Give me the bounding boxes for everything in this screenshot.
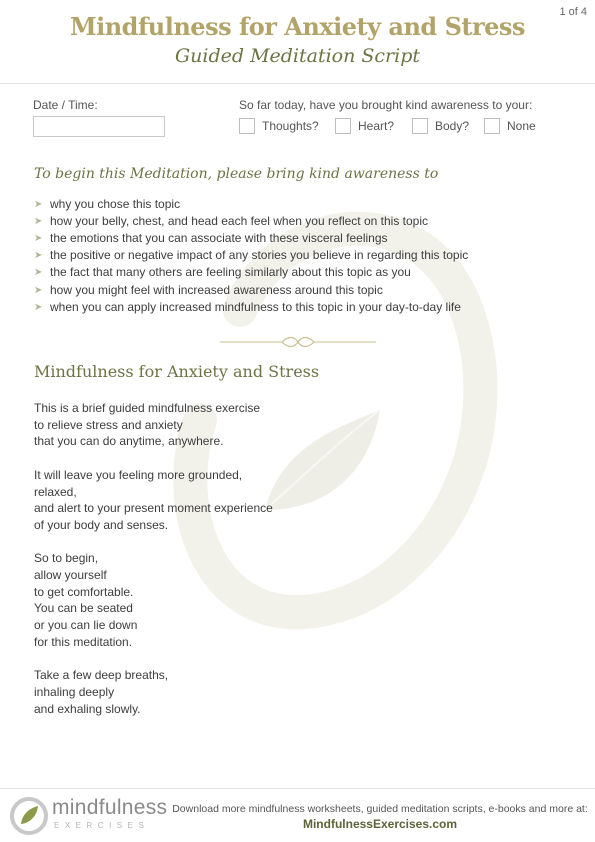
script-paragraph — [34, 667, 273, 717]
checkbox-label: None — [507, 119, 536, 133]
intro-bullet-list — [34, 196, 468, 316]
list-item-text: the positive or negative impact of any stories you believe in regarding this topic — [50, 248, 469, 263]
script-line: for this meditation. — [34, 634, 133, 649]
list-item — [34, 281, 468, 298]
list-item — [34, 247, 468, 264]
script-paragraph — [34, 550, 273, 650]
checkbox-box[interactable] — [484, 118, 500, 134]
script-line: to get comfortable. — [34, 584, 134, 599]
list-item-text: why you chose this topic — [50, 197, 181, 212]
footer-divider — [0, 788, 595, 789]
arrow-bullet-icon: ➤ — [34, 216, 43, 228]
footer-text: Download more mindfulness worksheets, guided meditation scripts, e-books and more at: — [172, 803, 588, 815]
logo-wordmark: mindfulness — [52, 796, 168, 819]
list-item-text: how your belly, chest, and head each feel when you reflect on this topic — [50, 214, 429, 229]
script-line: allow yourself — [34, 568, 107, 582]
ornament-divider — [220, 334, 376, 350]
script-line: that you can do anytime, anywhere. — [34, 434, 224, 449]
arrow-bullet-icon: ➤ — [34, 250, 43, 262]
script-line: to relieve stress and anxiety — [34, 417, 183, 432]
checkbox-label: Thoughts? — [262, 119, 319, 133]
list-item — [34, 264, 468, 281]
checkbox-label: Body? — [435, 119, 470, 133]
page-subtitle: Guided Meditation Script — [174, 45, 421, 67]
list-item-text: the emotions that you can associate with these visceral feelings — [50, 231, 388, 246]
checkbox-box[interactable] — [335, 118, 351, 134]
list-item-text: how you might feel with increased awareness around this topic — [50, 282, 383, 297]
list-item-text: when you can apply increased mindfulness to this topic in your day-to-day life — [50, 299, 461, 314]
script-heading: Mindfulness for Anxiety and Stress — [34, 362, 320, 381]
list-item — [34, 213, 468, 230]
checkbox-none[interactable] — [484, 118, 536, 134]
script-line: It will leave you feeling more grounded, — [34, 467, 243, 482]
checkbox-heart[interactable] — [335, 118, 394, 134]
logo-subtext: EXERCISES — [54, 821, 150, 830]
list-item-text: the fact that many others are feeling similarly about this topic as you — [50, 265, 411, 280]
arrow-bullet-icon: ➤ — [34, 233, 43, 245]
header-divider — [0, 83, 595, 84]
script-line: and exhaling slowly. — [34, 701, 141, 716]
date-time-label: Date / Time: — [33, 98, 98, 112]
intro-heading: To begin this Meditation, please bring kind awareness to — [34, 166, 439, 182]
arrow-bullet-icon: ➤ — [34, 284, 43, 296]
script-line: You can be seated — [34, 601, 133, 616]
arrow-bullet-icon: ➤ — [34, 199, 43, 211]
script-paragraph — [34, 400, 273, 450]
script-line: relaxed, — [34, 484, 77, 499]
checkbox-label: Heart? — [358, 119, 395, 133]
checkbox-box[interactable] — [412, 118, 428, 134]
list-item — [34, 196, 468, 213]
script-line: Take a few deep breaths, — [34, 668, 169, 683]
script-line: of your body and senses. — [34, 517, 169, 532]
page-title: Mindfulness for Anxiety and Stress — [70, 12, 525, 41]
script-line: This is a brief guided mindfulness exercise — [34, 401, 261, 415]
date-time-input[interactable] — [33, 116, 165, 137]
script-line: or you can lie down — [34, 618, 138, 633]
script-paragraph — [34, 467, 273, 534]
arrow-bullet-icon: ➤ — [34, 301, 43, 313]
script-line: and alert to your present moment experience — [34, 501, 273, 516]
list-item — [34, 230, 468, 247]
list-item — [34, 299, 468, 316]
script-line: inhaling deeply — [34, 684, 115, 699]
checkbox-body[interactable] — [412, 118, 469, 134]
arrow-bullet-icon: ➤ — [34, 267, 43, 279]
checkbox-thoughts[interactable] — [239, 118, 319, 134]
script-line: So to begin, — [34, 551, 99, 566]
script-body — [34, 400, 273, 734]
checkbox-box[interactable] — [239, 118, 255, 134]
awareness-question: So far today, have you brought kind awareness to your: — [239, 98, 533, 112]
footer-link[interactable]: MindfulnessExercises.com — [302, 817, 458, 831]
page-number: 1 of 4 — [559, 6, 587, 18]
